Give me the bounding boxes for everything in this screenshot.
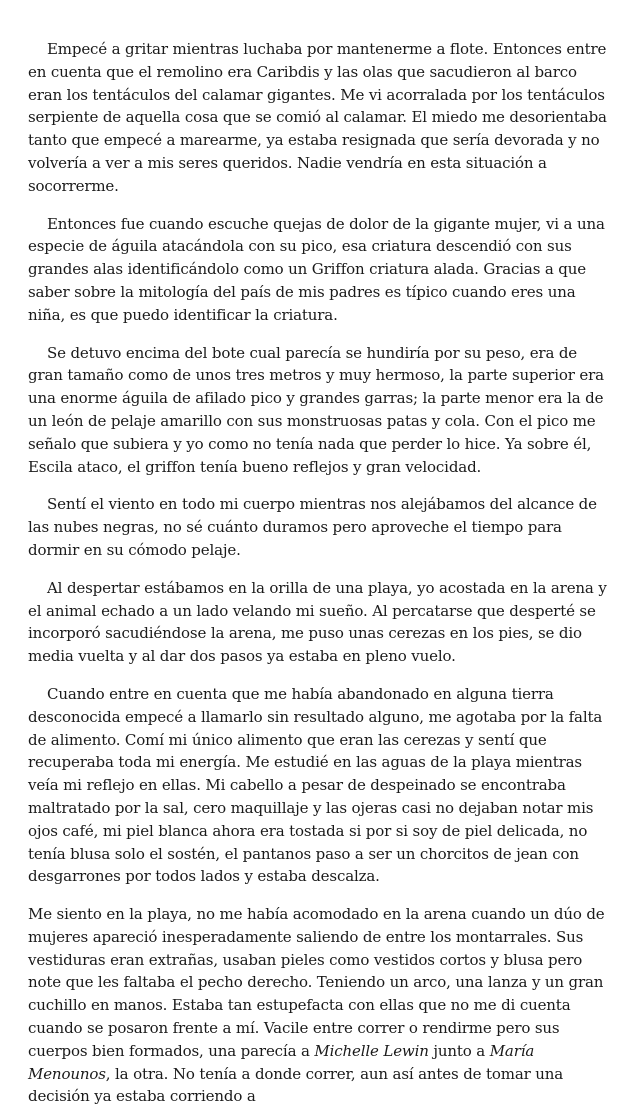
text-segment: , la otra. No tenía a donde correr, aun así antes de tomar una decisión ya estaba corriendo a bbox=[28, 1064, 564, 1106]
text-segment: Al despertar estábamos en la orilla de una playa, yo acostada en la arena y el animal echado a un lado velando mi sueño. Al percatarse que desperté se incorporó sacudiéndose la arena, me puso unas cerezas en los pies, se dio media vuelta y al dar dos pasos ya estaba en pleno vuelo. bbox=[28, 578, 607, 666]
paragraph bbox=[28, 493, 608, 561]
text-segment: Sentí el viento en todo mi cuerpo mientras nos alejábamos del alcance de las nubes negras, no sé cuánto duramos pero aproveche el tiempo para dormir en su cómodo pelaje. bbox=[28, 495, 597, 559]
paragraph bbox=[28, 213, 608, 327]
text-segment: Me siento en la playa, no me había acomodado en la arena cuando un dúo de mujeres apareció inesperadamente saliendo de entre los montarrales. Sus vestiduras eran extrañas, usaban pieles como vestidos cortos y blusa pero note que les faltaba el pecho derecho. Teniendo un arco, una lanza y un gran cuchillo en manos. Estaba tan estupefacta con ellas que no me di cuenta cuando se posaron frente a mí. Vacile entre correr o rendirme pero sus cuerpos bien formados, una parecía a bbox=[28, 905, 605, 1060]
paragraph bbox=[28, 903, 608, 1108]
italic-text-segment: María Menounos bbox=[28, 1041, 535, 1083]
italic-text-segment: Michelle Lewin bbox=[314, 1041, 429, 1060]
paragraph bbox=[28, 342, 608, 479]
text-segment: Empecé a gritar mientras luchaba por mantenerme a flote. Entonces entre en cuenta que el remolino era Caribdis y las olas que sacudieron al barco eran los tentáculos del calamar gigantes. Me vi acorralada por los tentáculos serpiente de aquella cosa que se comió al calamar. El miedo me desorientaba tanto que empecé a marearme, ya estaba resignada que sería devorada y no volvería a ver a mis seres queridos. Nadie vendría en esta situación a socorrerme. bbox=[28, 40, 607, 195]
text-segment: junto a bbox=[428, 1041, 490, 1060]
paragraph bbox=[28, 683, 608, 888]
paragraph bbox=[28, 38, 608, 198]
text-segment: Entonces fue cuando escuche quejas de dolor de la gigante mujer, vi a una especie de águila atacándola con su pico, esa criatura descendió con sus grandes alas identificándolo como un Griffon criatura alada. Gracias a que saber sobre la mitología del país de mis padres es típico cuando eres una niña, es que puedo identificar la criatura. bbox=[28, 214, 605, 324]
document-body bbox=[28, 38, 608, 1108]
text-segment: Se detuvo encima del bote cual parecía se hundiría por su peso, era de gran tamaño como de unos tres metros y muy hermoso, la parte superior era una enorme águila de afilado pico y grandes garras; la parte menor era la de un león de pelaje amarillo con sus monstruosas patas y cola. Con el pico me señalo que subiera y yo como no tenía nada que perder lo hice. Ya sobre él, Escila ataco, el griffon tenía bueno reflejos y gran velocidad. bbox=[28, 343, 604, 476]
text-segment: Cuando entre en cuenta que me había abandonado en alguna tierra desconocida empecé a llamarlo sin resultado alguno, me agotaba por la falta de alimento. Comí mi único alimento que eran las cerezas y sentí que recuperaba toda mi energía. Me estudié en las aguas de la playa mientras veía mi reflejo en ellas. Mi cabello a pesar de despeinado se encontraba maltratado por la sal, cero maquillaje y las ojeras casi no dejaban notar mis ojos café, mi piel blanca ahora era tostada si por si soy de piel delicada, no tenía blusa solo el sostén, el pantanos paso a ser un chorcitos de jean con desgarrones por todos lados y estaba descalza. bbox=[28, 684, 603, 886]
paragraph bbox=[28, 577, 608, 668]
